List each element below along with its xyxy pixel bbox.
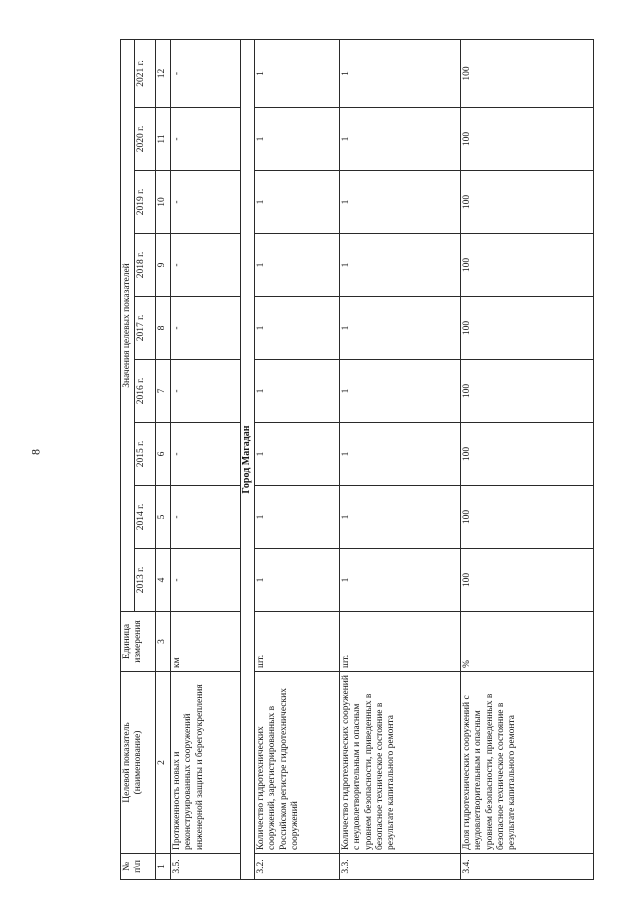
value-cell: 100 <box>461 234 594 297</box>
value-cell: 1 <box>340 39 461 107</box>
target-indicators-table <box>120 39 594 880</box>
column-index-cell: 2 <box>156 672 171 854</box>
value-cell: 100 <box>461 171 594 234</box>
column-index-cell: 9 <box>156 234 171 297</box>
unit-cell: км <box>171 612 241 672</box>
column-index-cell: 5 <box>156 486 171 549</box>
value-cell: - <box>171 549 241 612</box>
value-cell: 1 <box>255 39 340 107</box>
value-cell: - <box>171 171 241 234</box>
rotated-table-container <box>120 40 605 880</box>
table-row <box>171 39 241 879</box>
value-cell: 100 <box>461 423 594 486</box>
header-indicator: Целевой показатель (наименование) <box>121 672 156 854</box>
value-cell: - <box>171 234 241 297</box>
page-number: 8 <box>28 449 43 455</box>
header-year-2016: 2016 г. <box>135 360 156 423</box>
header-year-2017: 2017 г. <box>135 297 156 360</box>
indicator-name: Количество гидротехнических сооружений с неудовлетворительным и опасным уровнем безопасности, приведенных в безопасное техническое состояние в результате капитального ремонта <box>340 672 461 854</box>
value-cell: 100 <box>461 549 594 612</box>
header-year-2015: 2015 г. <box>135 423 156 486</box>
header-values-group: Значения целевых показателей <box>121 39 135 611</box>
value-cell: - <box>171 108 241 171</box>
value-cell: 1 <box>340 486 461 549</box>
header-year-2018: 2018 г. <box>135 234 156 297</box>
value-cell: 100 <box>461 297 594 360</box>
value-cell: 1 <box>340 234 461 297</box>
value-cell: 100 <box>461 486 594 549</box>
value-cell: 1 <box>340 549 461 612</box>
unit-cell: шт. <box>255 612 340 672</box>
header-year-2013: 2013 г. <box>135 549 156 612</box>
value-cell: - <box>171 39 241 107</box>
header-year-2019: 2019 г. <box>135 171 156 234</box>
indicator-name: Доля гидротехнических сооружений с неудовлетворительным и опасным уровнем безопасности, приведенных в безопасное техническое состояние в результате капитального ремонта <box>461 672 594 854</box>
value-cell: - <box>171 360 241 423</box>
value-cell: 1 <box>340 297 461 360</box>
header-year-2020: 2020 г. <box>135 108 156 171</box>
value-cell: - <box>171 486 241 549</box>
column-index-row <box>156 39 171 879</box>
unit-cell: % <box>461 612 594 672</box>
indicator-name: Количество гидротехнических сооружений, зарегистрированных в Российском регистре гидротехнических сооружений <box>255 672 340 854</box>
column-index-cell: 7 <box>156 360 171 423</box>
column-index-cell: 4 <box>156 549 171 612</box>
value-cell: 1 <box>255 234 340 297</box>
header-year-2021: 2021 г. <box>135 39 156 107</box>
row-number: 3.4. <box>461 854 594 880</box>
section-title: Город Магадан <box>241 39 255 879</box>
column-index-cell: 1 <box>156 854 171 880</box>
value-cell: 1 <box>255 423 340 486</box>
column-index-cell: 12 <box>156 39 171 107</box>
header-year-2014: 2014 г. <box>135 486 156 549</box>
table-row <box>255 39 340 879</box>
value-cell: 100 <box>461 108 594 171</box>
unit-cell: шт. <box>340 612 461 672</box>
header-unit: Единица измерения <box>121 612 156 672</box>
value-cell: 1 <box>340 423 461 486</box>
column-index-cell: 10 <box>156 171 171 234</box>
value-cell: 1 <box>255 486 340 549</box>
table-row <box>461 39 594 879</box>
value-cell: 100 <box>461 360 594 423</box>
table-row <box>340 39 461 879</box>
value-cell: 100 <box>461 39 594 107</box>
value-cell: - <box>171 297 241 360</box>
row-number: 3.3. <box>340 854 461 880</box>
value-cell: 1 <box>255 108 340 171</box>
value-cell: 1 <box>255 297 340 360</box>
row-number: 3.2. <box>255 854 340 880</box>
row-number: 3.5. <box>171 854 241 880</box>
column-index-cell: 3 <box>156 612 171 672</box>
value-cell: - <box>171 423 241 486</box>
value-cell: 1 <box>255 549 340 612</box>
value-cell: 1 <box>340 360 461 423</box>
section-row <box>241 39 255 879</box>
value-cell: 1 <box>255 171 340 234</box>
header-num: № п\п <box>121 854 156 880</box>
column-index-cell: 8 <box>156 297 171 360</box>
value-cell: 1 <box>255 360 340 423</box>
value-cell: 1 <box>340 171 461 234</box>
indicator-name: Протяженность новых и реконструированных сооружений инженерной защиты и берегоукрепления <box>171 672 241 854</box>
column-index-cell: 6 <box>156 423 171 486</box>
column-index-cell: 11 <box>156 108 171 171</box>
value-cell: 1 <box>340 108 461 171</box>
